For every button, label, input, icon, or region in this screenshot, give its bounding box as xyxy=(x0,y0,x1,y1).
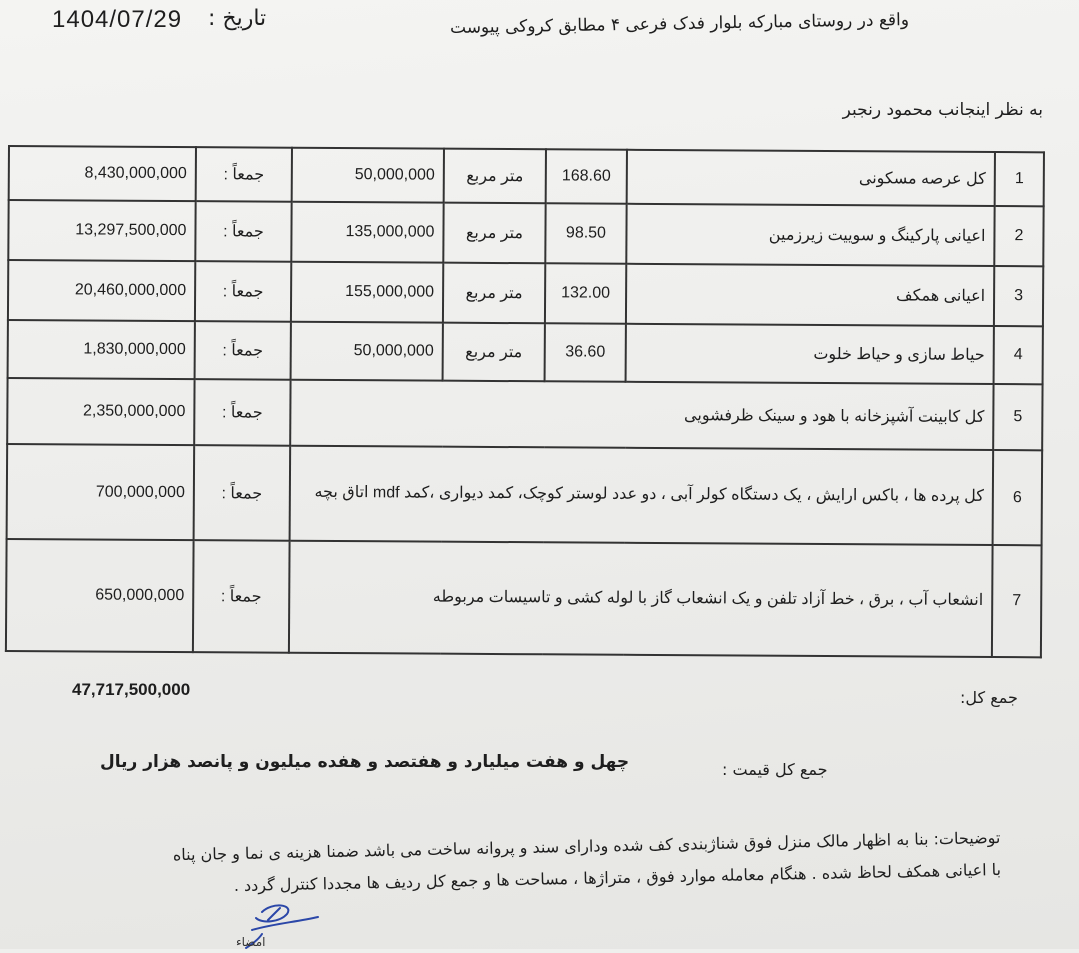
row-total: 20,460,000,000 xyxy=(8,260,195,321)
table-row xyxy=(7,444,1043,545)
row-total: 700,000,000 xyxy=(7,444,195,540)
signature-label: امضاء xyxy=(236,935,266,949)
item-description: حیاط سازی و حیاط خلوت xyxy=(626,324,994,384)
row-number: 7 xyxy=(992,545,1042,657)
item-description: کل کابینت آشپزخانه با هود و سینک ظرفشویی xyxy=(290,380,993,450)
area-unit: متر مربع xyxy=(443,203,545,264)
total-label: جمعاً : xyxy=(195,321,291,380)
grand-total-label: جمع کل: xyxy=(960,688,1018,707)
item-description: اعیانی همکف xyxy=(626,264,994,326)
total-label: جمعاً : xyxy=(193,540,290,653)
valuation-table xyxy=(5,145,1045,658)
property-location: واقع در روستای مبارکه بلوار فدک فرعی ۴ مطابق کروکی پیوست xyxy=(449,9,910,39)
row-number: 6 xyxy=(993,450,1043,545)
area-unit: متر مربع xyxy=(443,323,545,382)
row-number: 5 xyxy=(993,384,1042,450)
total-label: جمعاً : xyxy=(195,201,291,262)
date-label: تاریخ : xyxy=(208,6,267,31)
area-unit: متر مربع xyxy=(444,149,546,204)
area-value: 36.60 xyxy=(545,323,626,381)
notes-paragraph: توضیحات: بنا به اظهار مالک منزل فوق شناژبندی کف شده ودارای سند و پروانه ساخت می باشد ضمنا هزینه ی نما و جان پناه با اعیانی همکف لحاظ شده . هنگام معامله موارد فوق ، متراژها ، مساحت ها و جمع کل ردیف ها مجددا کنترل گردد . xyxy=(172,827,1002,896)
table-row xyxy=(6,539,1042,657)
item-description: اعیانی پارکینگ و سوییت زیرزمین xyxy=(626,204,994,266)
table-row xyxy=(8,200,1043,266)
row-number: 2 xyxy=(994,206,1043,266)
table-row xyxy=(8,260,1043,326)
table-row xyxy=(7,378,1042,450)
appraiser-statement: به نظر اینجانب محمود رنجبر xyxy=(842,100,1043,120)
total-label: جمعاً : xyxy=(194,379,290,446)
row-total: 650,000,000 xyxy=(6,539,194,652)
total-label: جمعاً : xyxy=(194,445,291,541)
total-in-words-label: جمع کل قیمت : xyxy=(722,760,828,779)
table-row xyxy=(9,146,1044,206)
unit-price: 50,000,000 xyxy=(292,148,444,203)
row-number: 4 xyxy=(994,326,1043,384)
item-description: کل پرده ها ، باکس ارایش ، یک دستگاه کولر آبی ، دو عدد لوستر کوچک، کمد دیواری ،کمد mdf اتاق بچه xyxy=(290,446,994,545)
total-in-words-value: چهل و هفت میلیارد و هفتصد و هفده میلیون و پانصد هزار ریال xyxy=(100,752,630,772)
date-value: 1404/07/29 xyxy=(52,6,183,33)
total-label: جمعاً : xyxy=(195,261,291,322)
area-value: 168.60 xyxy=(546,149,627,203)
table-row xyxy=(8,320,1043,384)
unit-price: 50,000,000 xyxy=(291,322,443,381)
row-total: 13,297,500,000 xyxy=(8,200,195,261)
area-value: 98.50 xyxy=(545,203,626,263)
area-unit: متر مربع xyxy=(443,263,545,324)
row-number: 1 xyxy=(995,152,1044,206)
row-total: 1,830,000,000 xyxy=(8,320,195,379)
item-description: کل عرصه مسکونی xyxy=(627,150,995,206)
item-description: انشعاب آب ، برق ، خط آزاد تلفن و یک انشعاب گاز با لوله کشی و تاسیسات مربوطه xyxy=(289,541,993,657)
unit-price: 135,000,000 xyxy=(291,202,443,263)
total-label: جمعاً : xyxy=(196,147,292,202)
signature xyxy=(232,900,332,953)
area-value: 132.00 xyxy=(545,263,626,323)
row-total: 8,430,000,000 xyxy=(9,146,196,201)
row-number: 3 xyxy=(994,266,1043,326)
unit-price: 155,000,000 xyxy=(291,262,443,323)
grand-total-value: 47,717,500,000 xyxy=(72,680,191,699)
row-total: 2,350,000,000 xyxy=(7,378,194,445)
